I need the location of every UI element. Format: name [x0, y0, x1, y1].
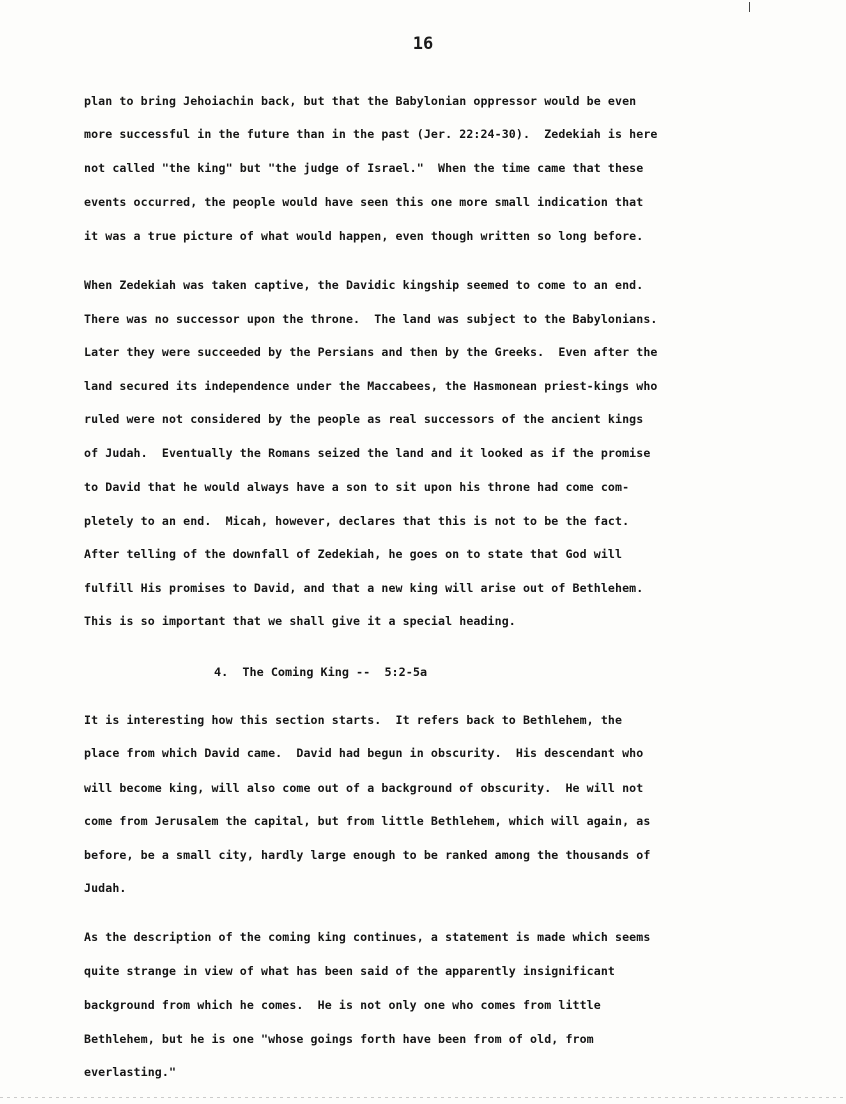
paragraph-3-line-5: before, be a small city, hardly large enough to be ranked among the thousands of — [84, 848, 651, 862]
paragraph-1-line-3: not called "the king" but "the judge of Israel." When the time came that these — [84, 161, 644, 175]
paragraph-3-line-3: will become king, will also come out of a background of obscurity. He will not — [84, 781, 644, 795]
paragraph-3-line-1: It is interesting how this section starts. It refers back to Bethlehem, the — [84, 713, 623, 727]
paragraph-2-line-9: After telling of the downfall of Zedekiah, he goes on to state that God will — [84, 547, 623, 561]
paragraph-2-line-10: fulfill His promises to David, and that a new king will arise out of Bethlehem. — [84, 581, 644, 595]
paragraph-2-line-8: pletely to an end. Micah, however, declares that this is not to be the fact. — [84, 514, 630, 528]
paragraph-3-line-2: place from which David came. David had begun in obscurity. His descendant who — [84, 746, 644, 760]
paragraph-2-line-6: of Judah. Eventually the Romans seized the land and it looked as if the promise — [84, 446, 651, 460]
paragraph-4-line-1: As the description of the coming king continues, a statement is made which seems — [84, 930, 651, 944]
page-number: 16 — [412, 34, 434, 54]
paragraph-1-line-5: it was a true picture of what would happen, even though written so long before. — [84, 229, 644, 243]
section-heading: 4. The Coming King -- 5:2-5a — [214, 665, 428, 679]
paragraph-2-line-11: This is so important that we shall give it a special heading. — [84, 614, 516, 628]
paragraph-2-line-3: Later they were succeeded by the Persians and then by the Greeks. Even after the — [84, 345, 658, 359]
paragraph-2-line-1: When Zedekiah was taken captive, the Davidic kingship seemed to come to an end. — [84, 278, 644, 292]
paragraph-3-line-6: Judah. — [84, 881, 127, 895]
paragraph-4-line-4: Bethlehem, but he is one "whose goings forth have been from of old, from — [84, 1032, 594, 1046]
paragraph-1-line-1: plan to bring Jehoiachin back, but that the Babylonian oppressor would be even — [84, 94, 637, 108]
paragraph-4-line-2: quite strange in view of what has been said of the apparently insignificant — [84, 964, 616, 978]
paragraph-1-line-4: events occurred, the people would have seen this one more small indication that — [84, 195, 644, 209]
paragraph-3-line-4: come from Jerusalem the capital, but from little Bethlehem, which will again, as — [84, 814, 651, 828]
paragraph-2-line-2: There was no successor upon the throne. The land was subject to the Babylonians. — [84, 312, 658, 326]
paragraph-4-line-3: background from which he comes. He is not only one who comes from little — [84, 998, 601, 1012]
paragraph-2-line-5: ruled were not considered by the people as real successors of the ancient kings — [84, 412, 644, 426]
scan-bottom-edge — [0, 1097, 846, 1098]
paragraph-2-line-4: land secured its independence under the Maccabees, the Hasmonean priest-kings who — [84, 379, 658, 393]
scan-edge-mark — [749, 2, 750, 12]
paragraph-1-line-2: more successful in the future than in the past (Jer. 22:24-30). Zedekiah is here — [84, 127, 658, 141]
paragraph-2-line-7: to David that he would always have a son to sit upon his throne had come com- — [84, 480, 630, 494]
paragraph-4-line-5: everlasting." — [84, 1065, 177, 1079]
